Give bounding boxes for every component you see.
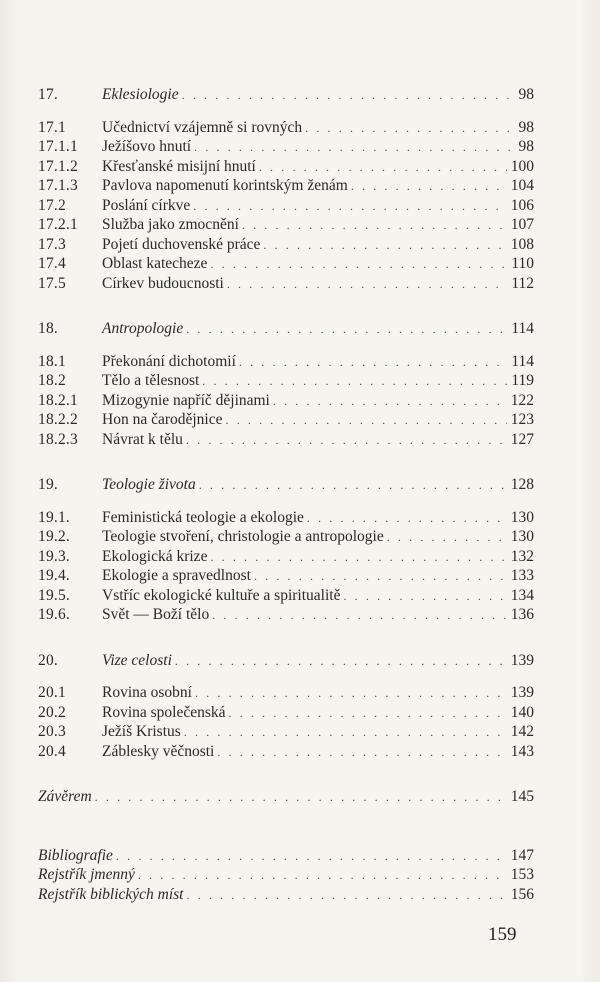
section-number: 18.2.2 [38,411,78,428]
leader-dots [242,216,507,236]
leader-dots [186,320,507,340]
section-title: Návrat k tělu [102,430,183,448]
leader-dots [217,743,506,763]
section-title: Ekologická krize [102,547,208,565]
section-number: 17.1.1 [38,138,78,155]
section-number: 19.3. [38,547,70,565]
section-title: Oblast katecheze [102,255,208,272]
section-title: Ježíš Kristus [102,723,181,740]
page-reference: 139 [510,651,534,669]
toc-entry [38,352,534,372]
toc-entry [38,547,534,567]
section-title: Církev budoucnosti [102,274,224,292]
leader-dots [307,509,507,529]
toc-entry [38,703,534,723]
page-reference: 98 [518,138,534,155]
page-reference: 119 [511,372,534,389]
toc-entry [38,137,534,157]
section-number: 18.1 [38,352,66,370]
section-number: 17.2.1 [38,216,78,233]
leader-dots [273,392,507,412]
leader-dots [305,119,514,139]
page-reference: 123 [510,411,534,428]
page-reference: 139 [510,684,534,701]
toc-entry [38,215,534,235]
page-reference: 127 [510,430,534,448]
toc-back-matter-entry [38,885,534,905]
leader-dots [116,847,507,867]
page-number: 159 [488,924,517,945]
page-reference: 133 [510,567,534,584]
leader-dots [193,197,507,217]
chapter-title: Vize celosti [102,651,172,669]
page-reference: 108 [510,235,534,253]
back-matter-title: Rejstřík biblických míst [38,885,184,903]
section-number: 19.5. [38,586,70,604]
leader-dots [227,275,507,295]
leader-dots [186,431,507,451]
page-reference: 128 [510,476,534,493]
chapter-number: 18. [38,320,58,337]
toc-entry [38,683,534,703]
section-title: Svět — Boží tělo [102,606,210,623]
leader-dots [210,548,506,568]
chapter-title: Antropologie [102,320,184,337]
toc-entry [38,566,534,586]
toc-entry [38,157,534,177]
section-number: 19.6. [38,606,70,623]
section-number: 19.2. [38,528,70,545]
chapter-number: 20. [38,651,58,669]
page-reference: 143 [510,742,534,760]
leader-dots [175,652,507,672]
toc-entry [38,371,534,391]
page-reference: 100 [510,157,534,175]
leader-dots [387,528,507,548]
toc-entry [38,235,534,255]
leader-dots [254,567,507,587]
back-matter-title: Bibliografie [38,846,113,864]
section-title: Ježíšovo hnutí [102,138,192,155]
leader-dots [210,255,507,275]
leader-dots [212,606,507,626]
toc-chapter-heading [38,651,534,671]
section-number: 17.2 [38,196,66,214]
chapter-title: Teologie života [102,476,196,493]
toc-back-matter-entry [38,846,534,866]
page-reference: 142 [510,723,534,740]
leader-dots [259,158,507,178]
page-reference: 107 [510,216,534,233]
toc-entry [38,254,534,274]
page-reference: 136 [510,606,534,623]
section-title: Rovina osobní [102,684,192,701]
section-title: Poslání církve [102,196,191,214]
section-title: Záblesky věčnosti [102,742,215,760]
page-reference: 147 [510,846,534,864]
leader-dots [195,684,507,704]
section-number: 20.2 [38,703,66,721]
section-number: 17.1.3 [38,177,78,194]
toc-chapter-heading [38,85,534,105]
toc-chapter-heading [38,319,534,339]
section-number: 17.3 [38,235,66,253]
toc-entry [38,410,534,430]
page-reference: 106 [510,196,534,214]
section-title: Teologie stvoření, christologie a antropologie [102,528,384,545]
page-reference: 112 [511,274,534,292]
section-title: Ekologie a spravedlnost [102,567,251,584]
section-title: Vstříc ekologické kultuře a spiritualitě [102,586,341,604]
toc-entry [38,274,534,294]
leader-dots [226,411,507,431]
section-number: 20.4 [38,742,66,760]
leader-dots [343,587,506,607]
leader-dots [95,788,507,808]
section-title: Překonání dichotomií [102,352,236,370]
leader-dots [184,723,507,743]
section-number: 19.4. [38,567,70,584]
page-reference: 134 [510,586,534,604]
section-number: 17.5 [38,274,66,292]
back-matter-title: Rejstřík jmenný [38,866,135,883]
section-number: 17.4 [38,255,66,272]
section-number: 19.1. [38,508,70,526]
leader-dots [187,886,507,906]
leader-dots [263,236,506,256]
section-number: 18.2 [38,372,66,389]
toc-entry [38,391,534,411]
leader-dots [138,866,507,886]
section-title: Křesťanské misijní hnutí [102,157,256,175]
page-reference: 98 [518,86,534,103]
page-reference: 122 [510,391,534,409]
conclusion-title: Závěrem [38,788,92,805]
section-title: Feministická teologie a ekologie [102,508,304,526]
toc-entry [38,176,534,196]
page-reference: 130 [510,528,534,545]
toc-entry [38,196,534,216]
chapter-number: 17. [38,86,58,103]
toc-entry [38,722,534,742]
table-of-contents [38,85,534,904]
toc-entry [38,742,534,762]
page-reference: 130 [510,508,534,526]
chapter-title: Eklesiologie [102,86,179,103]
page-reference: 132 [510,547,534,565]
section-title: Hon na čarodějnice [102,411,223,428]
section-number: 18.2.3 [38,430,78,448]
section-number: 20.3 [38,723,66,740]
section-number: 17.1 [38,118,66,136]
leader-dots [351,177,507,197]
section-title: Pavlova napomenutí korintským ženám [102,177,348,194]
leader-dots [202,372,507,392]
chapter-number: 19. [38,476,58,493]
toc-entry [38,605,534,625]
leader-dots [194,138,514,158]
leader-dots [199,476,507,496]
toc-entry [38,430,534,450]
page-reference: 110 [511,255,534,272]
leader-dots [182,86,515,106]
leader-dots [229,704,507,724]
toc-back-matter-entry [38,865,534,885]
toc-entry [38,508,534,528]
page-reference: 114 [511,352,534,370]
page-reference: 153 [510,866,534,883]
page-reference: 98 [518,118,534,136]
page-reference: 104 [510,177,534,194]
section-title: Služba jako zmocnění [102,216,239,233]
section-title: Mizogynie napříč dějinami [102,391,270,409]
leader-dots [239,353,507,373]
toc-chapter-heading [38,475,534,495]
page-reference: 156 [510,885,534,903]
toc-conclusion [38,787,534,807]
section-number: 17.1.2 [38,157,78,175]
section-title: Tělo a tělesnost [102,372,200,389]
toc-entry [38,586,534,606]
toc-entry [38,118,534,138]
section-title: Učednictví vzájemně si rovných [102,118,303,136]
section-number: 18.2.1 [38,391,78,409]
section-number: 20.1 [38,684,66,701]
page-reference: 114 [511,320,534,337]
toc-entry [38,527,534,547]
section-title: Pojetí duchovenské práce [102,235,261,253]
section-title: Rovina společenská [102,703,226,721]
page-reference: 140 [510,703,534,721]
page-reference: 145 [510,788,534,805]
